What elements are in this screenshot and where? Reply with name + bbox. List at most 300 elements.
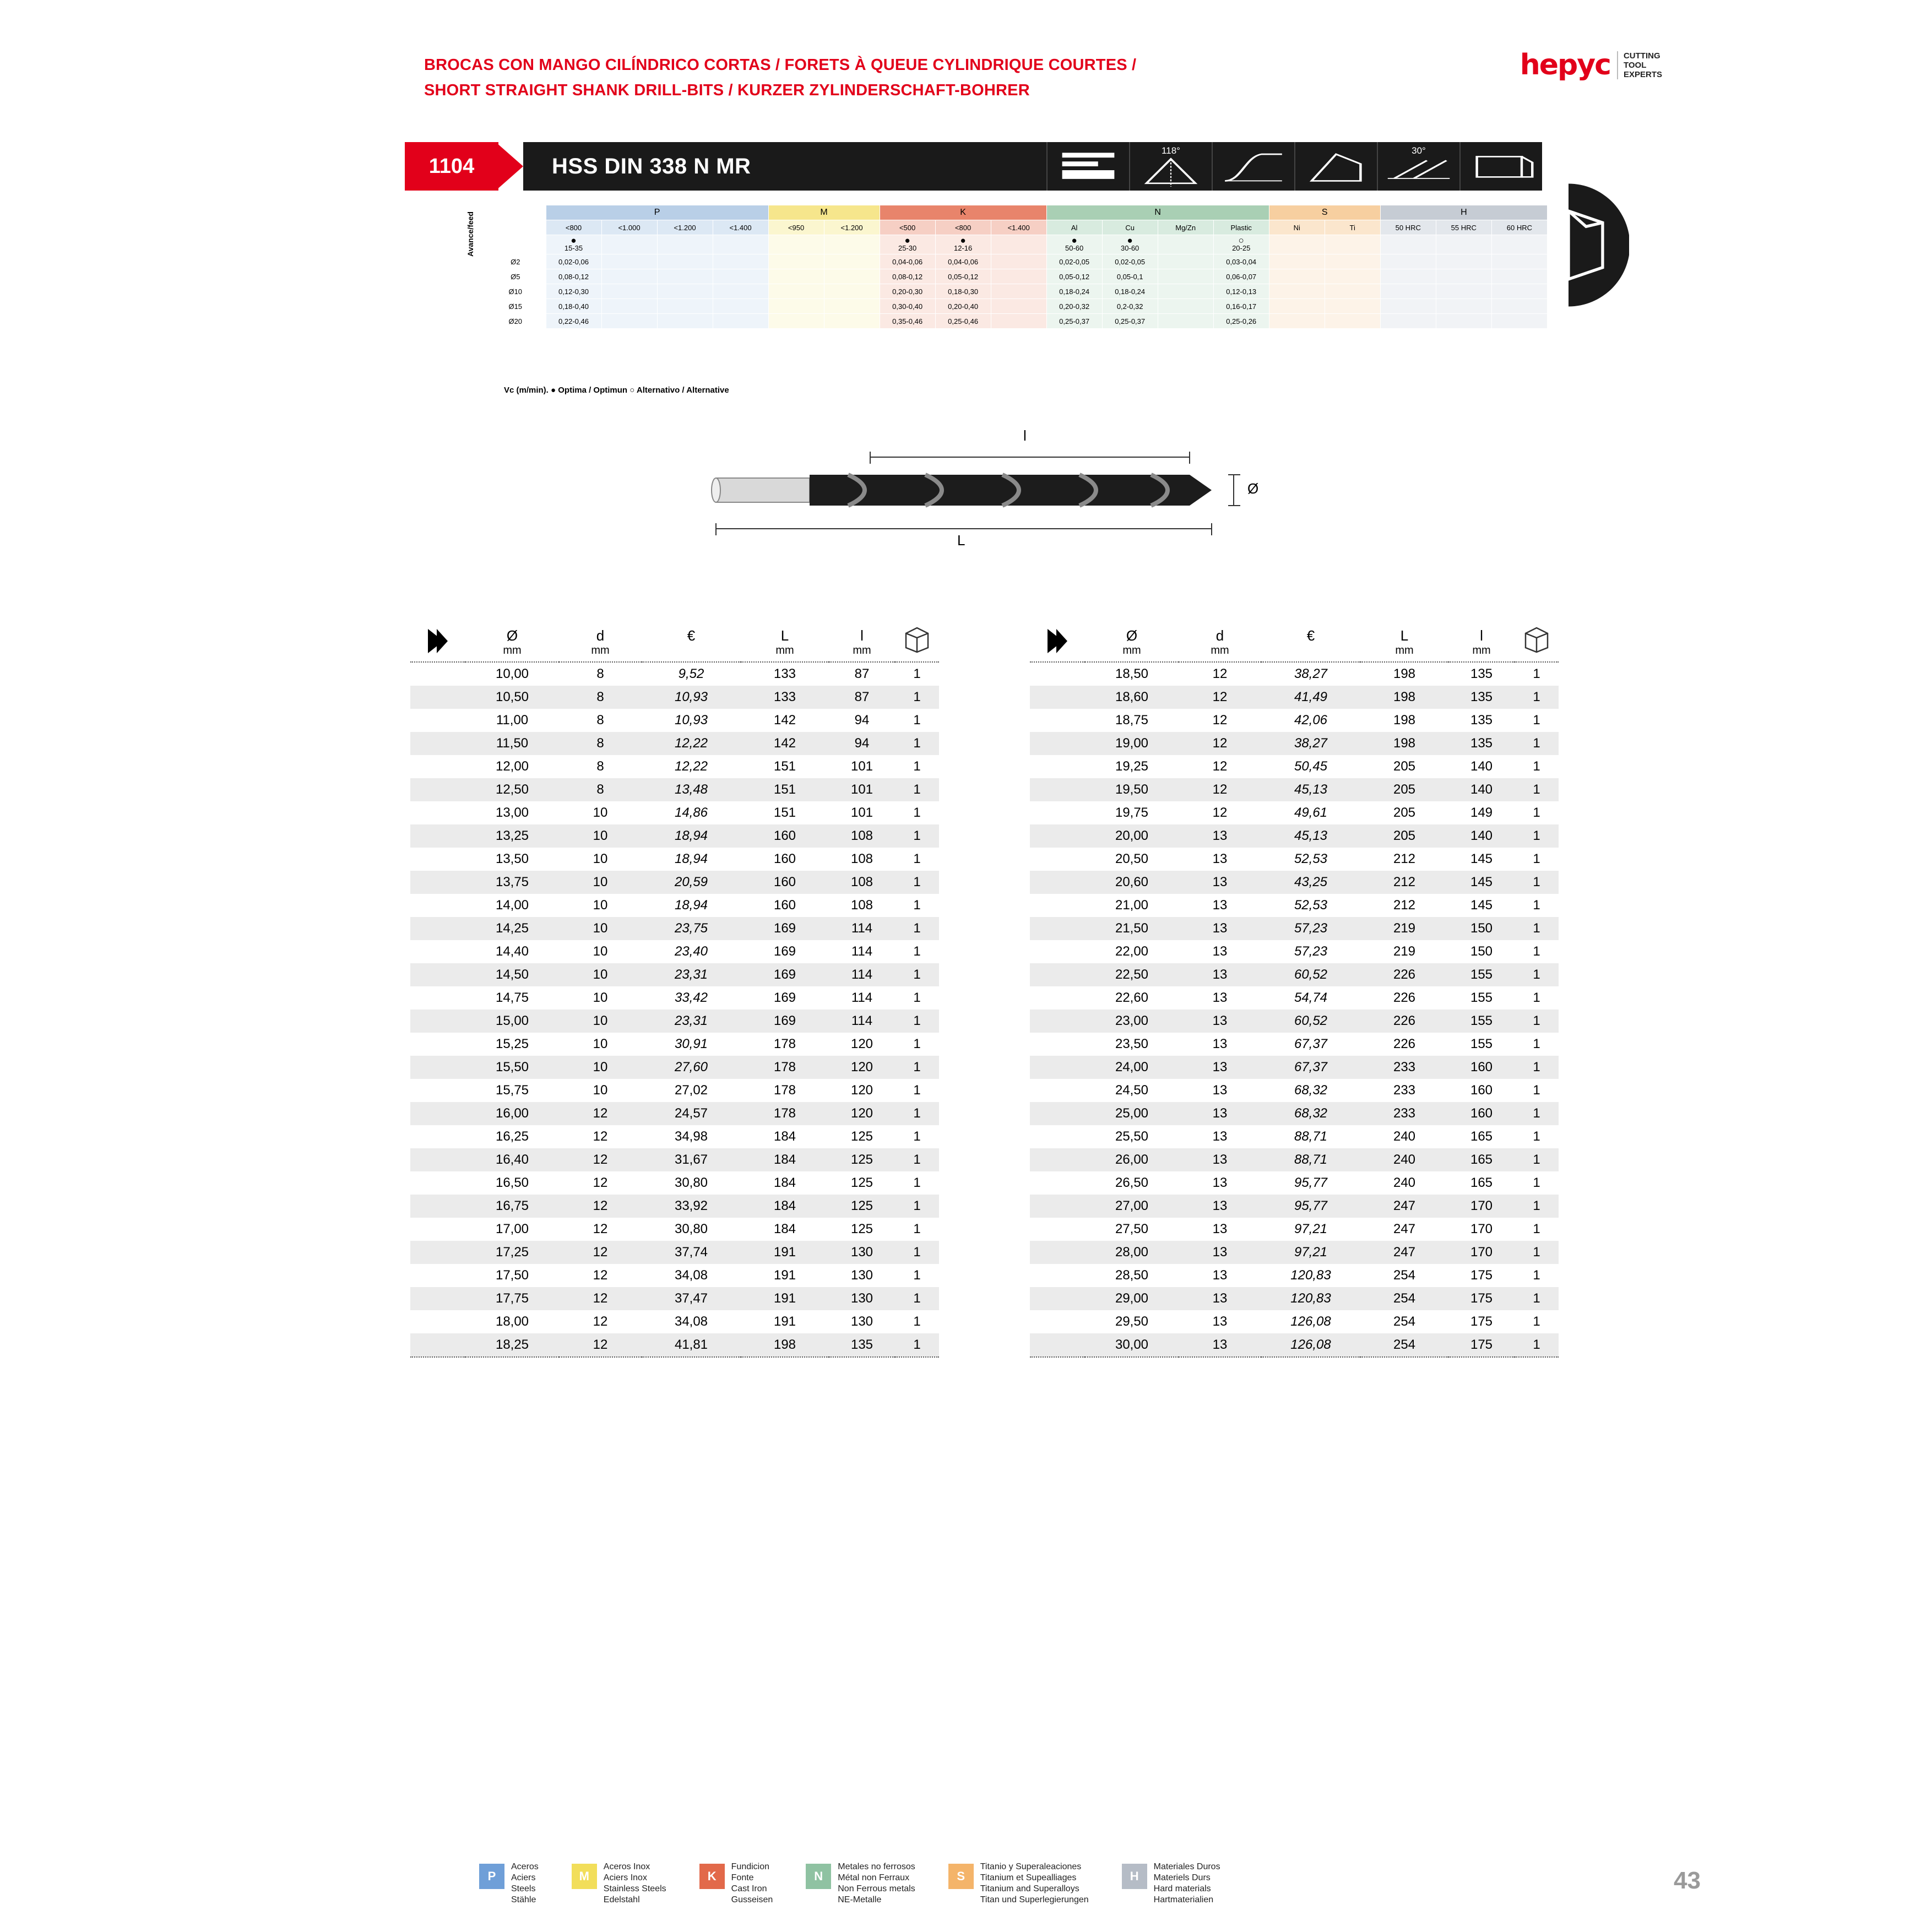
table-row[interactable] — [410, 824, 939, 848]
feed-cell — [713, 314, 768, 329]
legend-line: Gusseisen — [731, 1895, 773, 1904]
product-table-right — [1030, 606, 1559, 1358]
cell-price: 57,23 — [1294, 944, 1328, 959]
cell-total-length: 178 — [773, 1036, 796, 1051]
legend-code-M: M — [572, 1864, 597, 1889]
cell-total-length: 169 — [773, 921, 796, 936]
row-spacer — [410, 778, 465, 801]
cell-flute-length: 114 — [851, 967, 873, 982]
row-spacer — [1030, 1010, 1085, 1033]
cell-price: 97,21 — [1294, 1222, 1328, 1236]
logo-tagline — [1617, 51, 1662, 79]
table-row[interactable] — [1030, 1218, 1559, 1241]
table-row[interactable] — [1030, 1102, 1559, 1125]
legend-group-N — [806, 1862, 915, 1922]
feed-cell: 0,18-0,30 — [935, 284, 991, 299]
feed-cell — [1325, 314, 1380, 329]
table-row[interactable] — [410, 1195, 939, 1218]
row-spacer — [1030, 662, 1085, 686]
cell-diameter: 17,25 — [495, 1245, 529, 1260]
table-arrow-icon-right — [1030, 606, 1085, 662]
legend-line: Materiales Duros — [1153, 1862, 1220, 1871]
cell-diameter: 18,25 — [465, 1333, 559, 1357]
page-title-line2: SHORT STRAIGHT SHANK DRILL-BITS / KURZER ZYLINDERSCHAFT-BOHRER — [424, 82, 1030, 99]
cell-shank: 10 — [593, 990, 608, 1005]
table-row[interactable] — [410, 1171, 939, 1195]
row-spacer — [410, 801, 465, 824]
cell-shank: 12 — [593, 1291, 608, 1306]
cell-total-length: 226 — [1393, 990, 1416, 1005]
cell-total-length: 160 — [773, 828, 796, 843]
row-spacer — [1030, 1033, 1085, 1056]
helix-angle-icon — [1377, 142, 1459, 191]
table-row[interactable] — [410, 963, 939, 986]
vc-cell — [991, 235, 1046, 254]
shank-type-icon — [1046, 142, 1129, 191]
cell-shank: 12 — [1212, 666, 1228, 681]
cell-flute-length: 114 — [851, 1013, 873, 1028]
row-spacer — [1030, 1310, 1085, 1333]
cell-diameter: 24,50 — [1115, 1083, 1149, 1098]
row-spacer — [410, 1102, 465, 1125]
feed-cell — [713, 299, 768, 314]
cell-diameter: 14,75 — [495, 990, 529, 1005]
row-spacer — [1030, 871, 1085, 894]
feed-cell — [1436, 254, 1491, 269]
table-row[interactable] — [410, 871, 939, 894]
row-spacer — [1030, 1241, 1085, 1264]
legend-line: Metales no ferrosos — [838, 1862, 915, 1871]
page-title-line1: BROCAS CON MANGO CILÍNDRICO CORTAS / FORETS À QUEUE CYLINDRIQUE COURTES / — [424, 56, 1137, 74]
row-spacer — [410, 1333, 465, 1357]
table-row[interactable] — [1030, 871, 1559, 894]
cell-price: 34,08 — [674, 1314, 708, 1329]
vc-cell — [601, 235, 657, 254]
cell-packaging: 1 — [1533, 1175, 1540, 1190]
vc-cell: ● 12-16 — [935, 235, 991, 254]
table-row[interactable] — [1030, 1033, 1559, 1056]
feed-cell — [1436, 269, 1491, 284]
feed-row-label: Ø20 — [485, 314, 546, 329]
legend-code-K: K — [699, 1864, 725, 1889]
cell-shank: 12 — [593, 1245, 608, 1260]
cell-flute-length: 135 — [1470, 690, 1493, 704]
cell-total-length: 169 — [773, 1013, 796, 1028]
table-row[interactable] — [1030, 917, 1559, 940]
table-row[interactable] — [410, 686, 939, 709]
cell-flute-length: 145 — [1470, 851, 1493, 866]
product-reference-badge: 1104 — [405, 142, 498, 191]
material-subcol: Plastic — [1213, 220, 1269, 235]
legend-line: Stähle — [511, 1895, 536, 1904]
cell-flute-length: 108 — [850, 828, 873, 843]
col-shank-left: d mm — [559, 606, 642, 662]
feed-cell — [991, 314, 1046, 329]
col-price-right: € — [1261, 606, 1360, 662]
table-row[interactable] — [1030, 1171, 1559, 1195]
cell-price: 49,61 — [1294, 805, 1328, 820]
cell-shank: 12 — [593, 1222, 608, 1236]
product-name: HSS DIN 338 N MR — [552, 154, 751, 178]
cell-packaging: 1 — [913, 805, 921, 820]
cell-flute-length: 94 — [854, 736, 870, 751]
legend-text — [980, 1862, 1089, 1906]
table-row[interactable] — [410, 709, 939, 732]
cell-price: 68,32 — [1294, 1106, 1328, 1121]
table-row[interactable] — [1030, 662, 1559, 686]
row-spacer — [1030, 1333, 1085, 1357]
material-feed-table — [485, 205, 1548, 329]
cell-price: 95,77 — [1294, 1198, 1328, 1213]
cell-total-length: 142 — [773, 713, 796, 728]
table-row[interactable] — [1030, 1287, 1559, 1310]
cell-price: 30,80 — [674, 1175, 708, 1190]
material-subcol: Al — [1046, 220, 1102, 235]
feed-cell: 0,20-0,40 — [935, 299, 991, 314]
cell-flute-length: 120 — [850, 1106, 873, 1121]
cell-shank: 13 — [1212, 967, 1228, 982]
row-spacer — [410, 986, 465, 1010]
cell-diameter: 26,00 — [1115, 1152, 1149, 1167]
cell-total-length: 184 — [773, 1198, 796, 1213]
legend-line: Aceros — [511, 1862, 539, 1871]
row-spacer — [410, 824, 465, 848]
table-row[interactable] — [410, 1079, 939, 1102]
table-row[interactable] — [410, 1333, 939, 1357]
cell-packaging: 1 — [1533, 805, 1540, 820]
cell-shank: 10 — [593, 851, 608, 866]
cell-diameter: 17,75 — [495, 1291, 529, 1306]
cell-flute-length: 165 — [1470, 1175, 1493, 1190]
row-spacer — [1030, 1218, 1085, 1241]
table-row[interactable] — [1030, 1241, 1559, 1264]
cell-packaging: 1 — [913, 875, 921, 889]
feed-axis-label: Avance/feed — [466, 211, 475, 257]
feed-cell: 0,06-0,07 — [1213, 269, 1269, 284]
cell-price: 120,83 — [1290, 1291, 1331, 1306]
table-row[interactable] — [1030, 1264, 1559, 1287]
col-diameter-left: Ø mm — [465, 606, 559, 662]
cell-shank: 10 — [593, 967, 608, 982]
legend-group-K — [699, 1862, 773, 1922]
cell-shank: 10 — [593, 921, 608, 936]
legend-line: Stainless Steels — [603, 1884, 666, 1893]
feed-cell — [657, 254, 713, 269]
table-row[interactable] — [410, 755, 939, 778]
cell-diameter: 27,00 — [1115, 1198, 1149, 1213]
cell-packaging: 1 — [913, 1083, 921, 1098]
cell-packaging: 1 — [1533, 782, 1540, 797]
row-spacer — [1030, 917, 1085, 940]
cell-total-length: 226 — [1393, 1013, 1416, 1028]
cell-price: 13,48 — [674, 782, 708, 797]
cell-flute-length: 140 — [1470, 828, 1493, 843]
cell-total-length: 142 — [773, 736, 796, 751]
row-spacer — [410, 871, 465, 894]
cell-price: 54,74 — [1294, 990, 1328, 1005]
material-subcol: Ni — [1269, 220, 1325, 235]
table-row[interactable] — [410, 1125, 939, 1148]
feed-cell — [1325, 284, 1380, 299]
feed-cell — [601, 254, 657, 269]
row-spacer — [1030, 709, 1085, 732]
cell-total-length: 198 — [1393, 666, 1416, 681]
feed-cell — [1325, 254, 1380, 269]
cell-total-length: 226 — [1393, 1036, 1416, 1051]
cell-total-length: 184 — [773, 1129, 796, 1144]
table-row[interactable] — [1030, 1148, 1559, 1171]
cell-flute-length: 175 — [1470, 1268, 1493, 1283]
cell-total-length: 191 — [773, 1291, 796, 1306]
cell-price: 27,02 — [674, 1083, 708, 1098]
table-row[interactable] — [1030, 848, 1559, 871]
cell-flute-length: 135 — [1470, 666, 1493, 681]
table-row[interactable] — [410, 662, 939, 686]
table-row[interactable] — [1030, 1056, 1559, 1079]
table-row[interactable] — [1030, 963, 1559, 986]
table-row[interactable] — [1030, 1010, 1559, 1033]
table-row[interactable] — [410, 1010, 939, 1033]
row-spacer — [1030, 963, 1085, 986]
page-number: 43 — [1674, 1867, 1701, 1894]
table-row[interactable] — [410, 1148, 939, 1171]
col-diameter-right: Ø mm — [1085, 606, 1179, 662]
row-spacer — [410, 1033, 465, 1056]
cell-price: 24,57 — [674, 1106, 708, 1121]
cell-packaging: 1 — [1533, 851, 1540, 866]
row-spacer — [410, 662, 465, 686]
cell-price: 95,77 — [1294, 1175, 1328, 1190]
table-row[interactable] — [1030, 709, 1559, 732]
table-row[interactable] — [410, 917, 939, 940]
cell-shank: 13 — [1212, 1314, 1228, 1329]
table-row[interactable] — [1030, 1125, 1559, 1148]
row-spacer — [410, 894, 465, 917]
cell-shank: 13 — [1212, 1222, 1228, 1236]
cell-flute-length: 114 — [851, 921, 873, 936]
table-row[interactable] — [1030, 732, 1559, 755]
brand-logo — [1453, 43, 1662, 87]
cell-shank: 10 — [593, 1013, 608, 1028]
row-spacer — [1030, 940, 1085, 963]
cell-packaging: 1 — [913, 1268, 921, 1283]
cell-packaging: 1 — [1533, 1268, 1540, 1283]
legend-code-P: P — [479, 1864, 504, 1889]
cell-diameter: 29,50 — [1115, 1314, 1149, 1329]
dim-l-label: l — [1023, 427, 1027, 444]
table-row[interactable] — [410, 848, 939, 871]
cell-total-length: 212 — [1393, 851, 1416, 866]
cell-packaging: 1 — [913, 990, 921, 1005]
table-row[interactable] — [410, 986, 939, 1010]
table-row[interactable] — [410, 1264, 939, 1287]
table-row[interactable] — [1030, 686, 1559, 709]
row-spacer — [1030, 1079, 1085, 1102]
feed-cell — [824, 299, 880, 314]
cell-flute-length: 120 — [850, 1036, 873, 1051]
row-spacer — [1030, 1148, 1085, 1171]
cell-diameter: 20,00 — [1115, 828, 1149, 843]
cell-diameter: 28,00 — [1115, 1245, 1149, 1260]
cell-flute-length: 175 — [1470, 1291, 1493, 1306]
table-row[interactable] — [410, 1310, 939, 1333]
table-row[interactable] — [410, 1241, 939, 1264]
feed-row-label: Ø2 — [485, 254, 546, 269]
cell-shank: 8 — [596, 782, 604, 797]
table-row[interactable] — [1030, 1333, 1559, 1357]
cell-diameter: 14,40 — [495, 944, 529, 959]
material-group-S: S — [1269, 205, 1380, 220]
row-spacer — [410, 732, 465, 755]
cell-packaging: 1 — [913, 1314, 921, 1329]
cell-flute-length: 170 — [1470, 1222, 1493, 1236]
feed-row-label: Ø5 — [485, 269, 546, 284]
table-row[interactable] — [410, 1033, 939, 1056]
cell-price: 43,25 — [1294, 875, 1328, 889]
feed-row — [485, 254, 1548, 269]
cell-shank: 13 — [1212, 921, 1228, 936]
cell-packaging: 1 — [913, 944, 921, 959]
table-row[interactable] — [410, 778, 939, 801]
table-row[interactable] — [1030, 1195, 1559, 1218]
feed-cell — [1380, 314, 1436, 329]
row-spacer — [410, 1056, 465, 1079]
cell-flute-length: 114 — [851, 990, 873, 1005]
cell-price: 37,47 — [674, 1291, 708, 1306]
cell-total-length: 233 — [1393, 1106, 1416, 1121]
row-spacer — [410, 1079, 465, 1102]
cell-total-length: 198 — [741, 1333, 829, 1357]
table-row[interactable] — [410, 1102, 939, 1125]
point-angle-icon — [1129, 142, 1212, 191]
material-subgroup-row — [485, 220, 1548, 235]
feed-cell: 0,02-0,05 — [1102, 254, 1158, 269]
table-row[interactable] — [410, 732, 939, 755]
dim-diameter-label: Ø — [1247, 480, 1259, 497]
table-row[interactable] — [1030, 778, 1559, 801]
cell-diameter: 13,75 — [495, 875, 529, 889]
feed-cell: 0,05-0,12 — [935, 269, 991, 284]
feed-cell — [1436, 299, 1491, 314]
table-row[interactable] — [410, 1218, 939, 1241]
feed-cell: 0,20-0,32 — [1046, 299, 1102, 314]
feed-cell — [824, 269, 880, 284]
feed-cell — [824, 284, 880, 299]
feed-cell — [1158, 299, 1213, 314]
cell-shank: 13 — [1212, 1152, 1228, 1167]
cell-shank: 13 — [1212, 1198, 1228, 1213]
product-table-left — [410, 606, 939, 1358]
row-spacer — [410, 940, 465, 963]
table-row[interactable] — [1030, 940, 1559, 963]
feed-cell: 0,02-0,06 — [546, 254, 601, 269]
cell-flute-length: 140 — [1470, 759, 1493, 774]
cell-total-length: 226 — [1393, 967, 1416, 982]
web-thinning-icon — [1294, 142, 1377, 191]
table-row[interactable] — [410, 1287, 939, 1310]
material-subcol: <800 — [935, 220, 991, 235]
cell-diameter: 12,50 — [495, 782, 529, 797]
cell-price: 126,08 — [1261, 1333, 1360, 1357]
cell-price: 52,53 — [1294, 898, 1328, 913]
table-row[interactable] — [1030, 755, 1559, 778]
cell-diameter: 10,50 — [495, 690, 529, 704]
cell-flute-length: 130 — [850, 1291, 873, 1306]
cell-shank: 13 — [1212, 828, 1228, 843]
feed-cell: 0,04-0,06 — [880, 254, 935, 269]
feed-cell — [713, 254, 768, 269]
material-subcol: Ti — [1325, 220, 1380, 235]
cell-packaging: 1 — [1533, 1129, 1540, 1144]
table-row[interactable] — [1030, 894, 1559, 917]
legend-line: Edelstahl — [603, 1895, 640, 1904]
legend-line: Titanium et Supealliages — [980, 1873, 1077, 1882]
cell-diameter: 17,50 — [495, 1268, 529, 1283]
cell-packaging: 1 — [1533, 1036, 1540, 1051]
col-packaging-left — [895, 606, 939, 662]
cell-flute-length: 170 — [1470, 1198, 1493, 1213]
cell-shank: 13 — [1179, 1333, 1261, 1357]
cell-diameter: 14,50 — [495, 967, 529, 982]
feed-cell — [1269, 284, 1325, 299]
cell-diameter: 16,25 — [495, 1129, 529, 1144]
table-row[interactable] — [1030, 1079, 1559, 1102]
vc-cell — [1158, 235, 1213, 254]
feed-cell: 0,25-0,46 — [935, 314, 991, 329]
cell-flute-length: 135 — [1470, 736, 1493, 751]
cell-total-length: 184 — [773, 1152, 796, 1167]
cell-diameter: 16,75 — [495, 1198, 529, 1213]
cell-diameter: 13,50 — [495, 851, 529, 866]
row-spacer — [410, 709, 465, 732]
cell-flute-length: 155 — [1470, 967, 1493, 982]
cell-total-length: 212 — [1393, 898, 1416, 913]
table-row[interactable] — [1030, 801, 1559, 824]
table-row[interactable] — [410, 940, 939, 963]
cell-price: 41,49 — [1294, 690, 1328, 704]
table-row[interactable] — [1030, 1310, 1559, 1333]
feed-row-label: Ø15 — [485, 299, 546, 314]
cell-total-length: 240 — [1393, 1175, 1416, 1190]
cell-flute-length: 135 — [1470, 713, 1493, 728]
row-spacer — [410, 1148, 465, 1171]
feed-cell — [1436, 314, 1491, 329]
row-spacer — [1030, 986, 1085, 1010]
table-row[interactable] — [1030, 986, 1559, 1010]
cell-total-length: 133 — [773, 666, 796, 681]
cell-flute-length: 94 — [854, 713, 870, 728]
table-row[interactable] — [410, 894, 939, 917]
vc-cell: ○ 20-25 — [1213, 235, 1269, 254]
table-row[interactable] — [410, 1056, 939, 1079]
table-row[interactable] — [410, 801, 939, 824]
cell-flute-length: 125 — [850, 1198, 873, 1213]
cell-total-length: 198 — [1393, 713, 1416, 728]
cell-packaging: 1 — [913, 1036, 921, 1051]
cell-flute-length: 87 — [854, 666, 870, 681]
cell-packaging: 1 — [1533, 898, 1540, 913]
material-subcol: <1.200 — [824, 220, 880, 235]
cell-total-length: 247 — [1393, 1222, 1416, 1236]
row-spacer — [1030, 1264, 1085, 1287]
table-row[interactable] — [1030, 824, 1559, 848]
cell-diameter: 29,00 — [1115, 1291, 1149, 1306]
cell-total-length: 205 — [1393, 782, 1416, 797]
cell-diameter: 27,50 — [1115, 1222, 1149, 1236]
cell-flute-length: 125 — [850, 1222, 873, 1236]
cell-diameter: 22,60 — [1115, 990, 1149, 1005]
cell-diameter: 12,00 — [495, 759, 529, 774]
